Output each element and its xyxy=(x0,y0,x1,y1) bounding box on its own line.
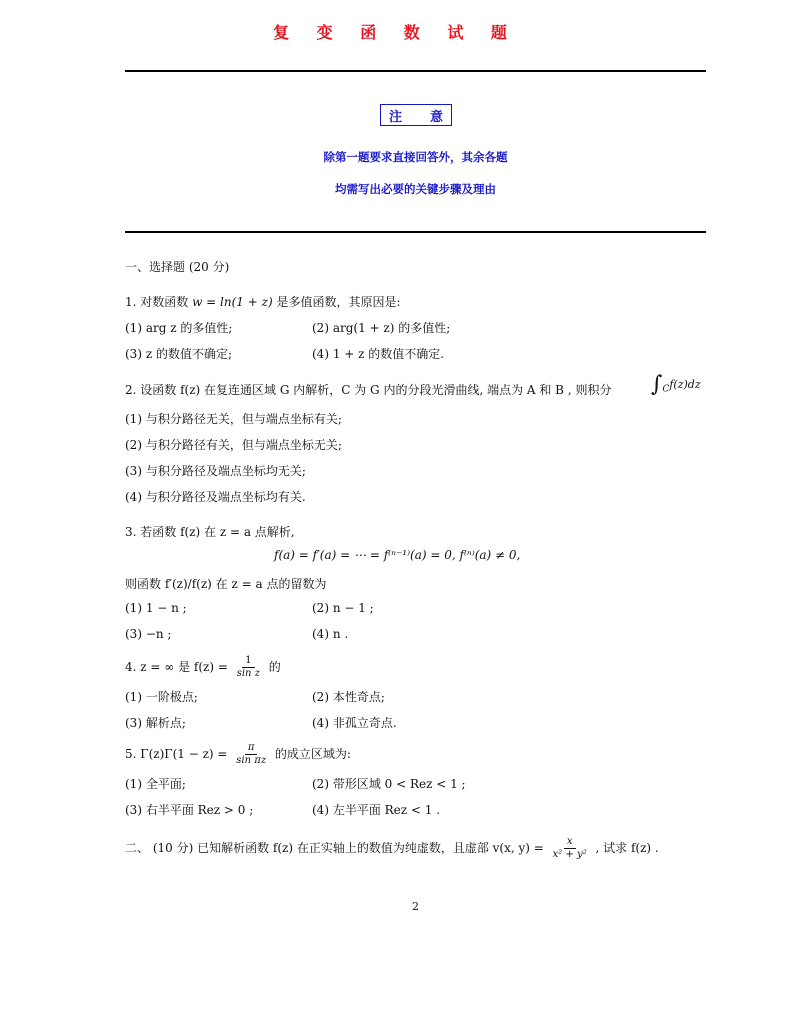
integral-body: f(z)dz xyxy=(669,378,701,391)
question-4-fraction xyxy=(234,655,263,680)
notice-label-left: 注 xyxy=(389,109,403,125)
section-2-fraction-denominator: x² + y² xyxy=(552,849,587,860)
page-number: 2 xyxy=(412,900,419,913)
question-3-stem-2: 则函数 f′(z)/f(z) 在 z = a 点的留数为 xyxy=(125,577,327,591)
question-1-math: w = ln(1 + z) xyxy=(192,295,273,309)
question-4-prefix: 4. z = ∞ 是 f(z) = xyxy=(125,660,232,674)
section-2-suffix: , 试求 f(z) . xyxy=(591,841,659,855)
section-2-prefix: 二、 (10 分) 已知解析函数 f(z) 在正实轴上的数值为纯虚数，且虚部 v(x, y) = xyxy=(125,841,548,855)
question-5-suffix: 的成立区域为: xyxy=(271,747,351,761)
section-2-question xyxy=(125,836,659,861)
question-3-option-1: (1) 1 − n ; xyxy=(125,601,187,615)
question-3-option-2: (2) n − 1 ; xyxy=(312,601,374,615)
question-5-fraction-denominator: sin πz xyxy=(236,755,267,766)
question-1-option-1: (1) arg z 的多值性; xyxy=(125,321,233,335)
section-1-heading: 一、选择题 (20 分) xyxy=(125,260,230,274)
question-5-fraction xyxy=(233,742,269,767)
question-4-option-2: (2) 本性奇点; xyxy=(312,690,385,704)
section-2-fraction-numerator: x xyxy=(564,836,576,849)
question-4-fraction-denominator: sin z xyxy=(236,668,260,679)
question-5-option-1: (1) 全平面; xyxy=(125,777,186,791)
question-1-option-4: (4) 1 + z 的数值不确定. xyxy=(312,347,445,361)
top-divider xyxy=(125,70,706,72)
question-1-stem xyxy=(125,293,400,310)
question-1-option-2: (2) arg(1 + z) 的多值性; xyxy=(312,321,451,335)
question-3-formula: f(a) = f′(a) = ⋯ = f⁽ⁿ⁻¹⁾(a) = 0, f⁽ⁿ⁾(a) ≠ 0, xyxy=(274,548,521,562)
question-5-option-3: (3) 右半平面 Rez > 0 ; xyxy=(125,803,254,817)
question-4-option-4: (4) 非孤立奇点. xyxy=(312,716,397,730)
question-2-option-4: (4) 与积分路径及端点坐标均有关. xyxy=(125,490,306,504)
question-4-fraction-numerator: 1 xyxy=(242,655,254,668)
question-2-integral xyxy=(651,372,701,397)
question-4-suffix: 的 xyxy=(264,660,281,674)
question-2-option-3: (3) 与积分路径及端点坐标均无关; xyxy=(125,464,306,478)
question-4-option-1: (1) 一阶极点; xyxy=(125,690,198,704)
notice-label-right: 意 xyxy=(429,109,443,125)
question-3-option-3: (3) −n ; xyxy=(125,627,172,641)
question-1-prefix: 1. 对数函数 xyxy=(125,295,193,309)
question-5-option-2: (2) 带形区域 0 < Rez < 1 ; xyxy=(312,777,466,791)
question-2-stem-text: 2. 设函数 f(z) 在复连通区域 G 内解析，C 为 G 内的分段光滑曲线, 端点为 A 和 B , 则积分 xyxy=(125,383,612,397)
section-2-fraction xyxy=(550,836,590,861)
question-5-prefix: 5. Γ(z)Γ(1 − z) = xyxy=(125,747,232,761)
notice-line-2: 均需写出必要的关键步骤及理由 xyxy=(335,182,496,196)
question-5-fraction-numerator: π xyxy=(245,742,258,755)
middle-divider xyxy=(125,231,706,233)
notice-box xyxy=(380,104,452,126)
question-4-option-3: (3) 解析点; xyxy=(125,716,186,730)
question-2-option-1: (1) 与积分路径无关，但与端点坐标有关; xyxy=(125,412,342,426)
page-title: 复 变 函 数 试 题 xyxy=(273,23,518,42)
question-5-option-4: (4) 左半平面 Rez < 1 . xyxy=(312,803,441,817)
question-1-suffix: 是多值函数，其原因是: xyxy=(272,295,401,309)
notice-line-1: 除第一题要求直接回答外，其余各题 xyxy=(323,150,508,164)
integral-sign: ∫ xyxy=(651,372,663,397)
question-3-stem: 3. 若函数 f(z) 在 z = a 点解析, xyxy=(125,525,295,539)
question-4-stem xyxy=(125,655,281,680)
question-1-option-3: (3) z 的数值不确定; xyxy=(125,347,232,361)
question-5-stem xyxy=(125,742,351,767)
question-2-stem xyxy=(125,381,611,398)
question-2-option-2: (2) 与积分路径有关，但与端点坐标无关; xyxy=(125,438,342,452)
integral-contour: C xyxy=(662,384,670,395)
question-3-option-4: (4) n . xyxy=(312,627,349,641)
